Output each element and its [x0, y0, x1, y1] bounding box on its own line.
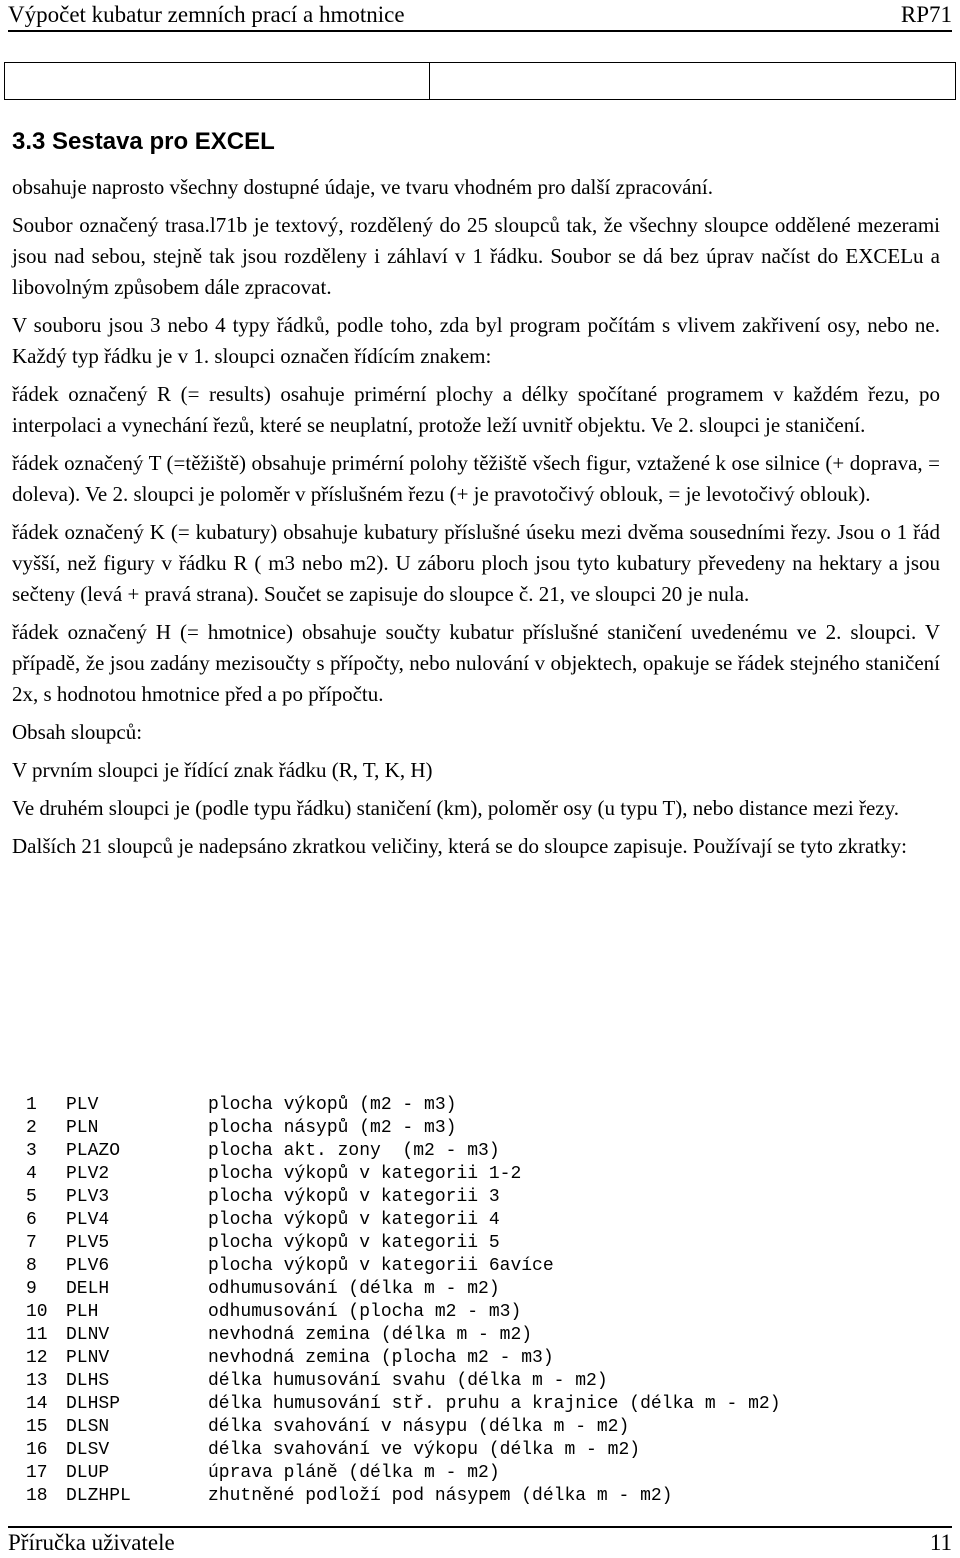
- code-description: plocha výkopů v kategorii 1-2: [208, 1164, 522, 1184]
- list-item: [26, 1163, 781, 1186]
- code-abbreviation: DLHSP: [66, 1394, 121, 1414]
- body-text: [12, 172, 940, 869]
- code-description: plocha akt. zony (m2 - m3): [208, 1141, 500, 1161]
- code-number: 9: [26, 1279, 37, 1299]
- paragraph: V souboru jsou 3 nebo 4 typy řádků, podle toho, zda byl program počítám s vlivem zakřivení osy, nebo ne. Každý typ řádku je v 1. sloupci označen řídícím znakem:: [12, 313, 940, 368]
- code-abbreviation: DLUP: [66, 1463, 110, 1483]
- code-description: délka svahování v násypu (délka m - m2): [208, 1417, 630, 1437]
- page-number: 11: [929, 1530, 952, 1555]
- code-description: plocha násypů (m2 - m3): [208, 1118, 457, 1138]
- code-abbreviation: PLH: [66, 1302, 99, 1322]
- code-description: nevhodná zemina (plocha m2 - m3): [208, 1348, 554, 1368]
- code-number: 8: [26, 1256, 37, 1276]
- code-description: odhumusování (plocha m2 - m3): [208, 1302, 522, 1322]
- code-abbreviation: PLN: [66, 1118, 99, 1138]
- code-abbreviation: DELH: [66, 1279, 110, 1299]
- paragraph: Obsah sloupců:: [12, 720, 143, 744]
- code-description: plocha výkopů (m2 - m3): [208, 1095, 457, 1115]
- code-number: 18: [26, 1486, 48, 1506]
- list-item: [26, 1485, 781, 1508]
- list-item: [26, 1370, 781, 1393]
- document-title: Výpočet kubatur zemních prací a hmotnice: [8, 2, 405, 27]
- list-item: [26, 1393, 781, 1416]
- code-number: 16: [26, 1440, 48, 1460]
- list-item: [26, 1278, 781, 1301]
- code-number: 7: [26, 1233, 37, 1253]
- section-heading: 3.3 Sestava pro EXCEL: [12, 128, 275, 155]
- paragraph: V prvním sloupci je řídící znak řádku (R, T, K, H): [12, 758, 433, 782]
- list-item: [26, 1301, 781, 1324]
- code-number: 2: [26, 1118, 37, 1138]
- list-item: [26, 1117, 781, 1140]
- list-item: [26, 1347, 781, 1370]
- code-abbreviation: DLNV: [66, 1325, 110, 1345]
- code-abbreviation: PLV5: [66, 1233, 110, 1253]
- code-abbreviation: PLV3: [66, 1187, 110, 1207]
- code-number: 13: [26, 1371, 48, 1391]
- code-abbreviation: PLNV: [66, 1348, 110, 1368]
- list-item: [26, 1232, 781, 1255]
- list-item: [26, 1462, 781, 1485]
- code-description: plocha výkopů v kategorii 3: [208, 1187, 500, 1207]
- paragraph: Dalších 21 sloupců je nadepsáno zkratkou veličiny, která se do sloupce zapisuje. Používají se tyto zkratky:: [12, 834, 907, 858]
- code-number: 1: [26, 1095, 37, 1115]
- code-number: 11: [26, 1325, 48, 1345]
- code-number: 3: [26, 1141, 37, 1161]
- code-description: odhumusování (délka m - m2): [208, 1279, 500, 1299]
- paragraph: řádek označený K (= kubatury) obsahuje kubatury příslušné úseku mezi dvěma sousedními řezy. Jsou o 1 řád vyšší, než figury v řádku R ( m3 nebo m2). U záboru ploch jsou tyto kubatury převedeny na hektary a jsou sečteny (levá + pravá strana). Součet se zapisuje do sloupce č. 21, ve sloupci 20 je nula.: [12, 520, 940, 606]
- footer-title: Příručka uživatele: [8, 1530, 175, 1555]
- paragraph: řádek označený T (=těžiště) obsahuje primérní polohy těžiště všech figur, vztažené k ose silnice (+ doprava, = doleva). Ve 2. sloupci je poloměr v příslušném řezu (+ je pravotočivý oblouk, = je levotočivý oblouk).: [12, 451, 940, 506]
- code-abbreviation: DLZHPL: [66, 1486, 131, 1506]
- paragraph: Soubor označený trasa.l71b je textový, rozdělený do 25 sloupců tak, že všechny sloupce oddělené mezerami jsou nad sebou, stejně tak jsou rozděleny i záhlaví v 1 řádku. Soubor se dá bez úprav načíst do EXCELu a libovolným způsobem dále zpracovat.: [12, 213, 940, 299]
- page-header: [8, 0, 952, 32]
- list-item: [26, 1416, 781, 1439]
- list-item: [26, 1094, 781, 1117]
- code-abbreviation: DLHS: [66, 1371, 110, 1391]
- header-boxes: [4, 62, 956, 100]
- empty-box-left: [4, 62, 430, 100]
- page-footer: [8, 1526, 952, 1557]
- paragraph: obsahuje naprosto všechny dostupné údaje, ve tvaru vhodném pro další zpracování.: [12, 175, 713, 199]
- code-description: nevhodná zemina (délka m - m2): [208, 1325, 533, 1345]
- code-number: 5: [26, 1187, 37, 1207]
- code-description: úprava pláně (délka m - m2): [208, 1463, 500, 1483]
- list-item: [26, 1186, 781, 1209]
- code-number: 12: [26, 1348, 48, 1368]
- code-abbreviation: PLV6: [66, 1256, 110, 1276]
- code-description: délka humusování stř. pruhu a krajnice (délka m - m2): [208, 1394, 781, 1414]
- list-item: [26, 1209, 781, 1232]
- code-number: 6: [26, 1210, 37, 1230]
- code-number: 14: [26, 1394, 48, 1414]
- paragraph: řádek označený R (= results) osahuje primérní plochy a délky spočítané programem v každém řezu, po interpolaci a vynechání řezů, které se neuplatní, protože leží uvnitř objektu. Ve 2. sloupci je staničení.: [12, 382, 940, 437]
- code-abbreviation: PLV4: [66, 1210, 110, 1230]
- code-description: délka humusování svahu (délka m - m2): [208, 1371, 608, 1391]
- document-code: RP71: [900, 2, 952, 27]
- list-item: [26, 1140, 781, 1163]
- code-number: 15: [26, 1417, 48, 1437]
- list-item: [26, 1439, 781, 1462]
- list-item: [26, 1324, 781, 1347]
- code-abbreviation: DLSV: [66, 1440, 110, 1460]
- empty-box-right: [429, 62, 956, 100]
- code-abbreviation: DLSN: [66, 1417, 110, 1437]
- code-description: délka svahování ve výkopu (délka m - m2): [208, 1440, 641, 1460]
- code-abbreviation: PLV: [66, 1095, 99, 1115]
- paragraph: Ve druhém sloupci je (podle typu řádku) staničení (km), poloměr osy (u typu T), nebo distance mezi řezy.: [12, 796, 900, 820]
- code-description: zhutněné podloží pod násypem (délka m - m2): [208, 1486, 673, 1506]
- code-number: 10: [26, 1302, 48, 1322]
- code-description: plocha výkopů v kategorii 4: [208, 1210, 500, 1230]
- code-abbreviation: PLV2: [66, 1164, 110, 1184]
- abbreviation-list: [26, 1094, 781, 1508]
- list-item: [26, 1255, 781, 1278]
- code-description: plocha výkopů v kategorii 5: [208, 1233, 500, 1253]
- code-number: 4: [26, 1164, 37, 1184]
- code-description: plocha výkopů v kategorii 6avíce: [208, 1256, 554, 1276]
- code-abbreviation: PLAZO: [66, 1141, 121, 1161]
- paragraph: řádek označený H (= hmotnice) obsahuje součty kubatur příslušné staničení uvedenému ve 2. sloupci. V případě, že jsou zadány mezisoučty s přípočty, nebo nulování v objektech, opakuje se řádek stejného staničení 2x, s hodnotou hmotnice před a po přípočtu.: [12, 620, 940, 706]
- code-number: 17: [26, 1463, 48, 1483]
